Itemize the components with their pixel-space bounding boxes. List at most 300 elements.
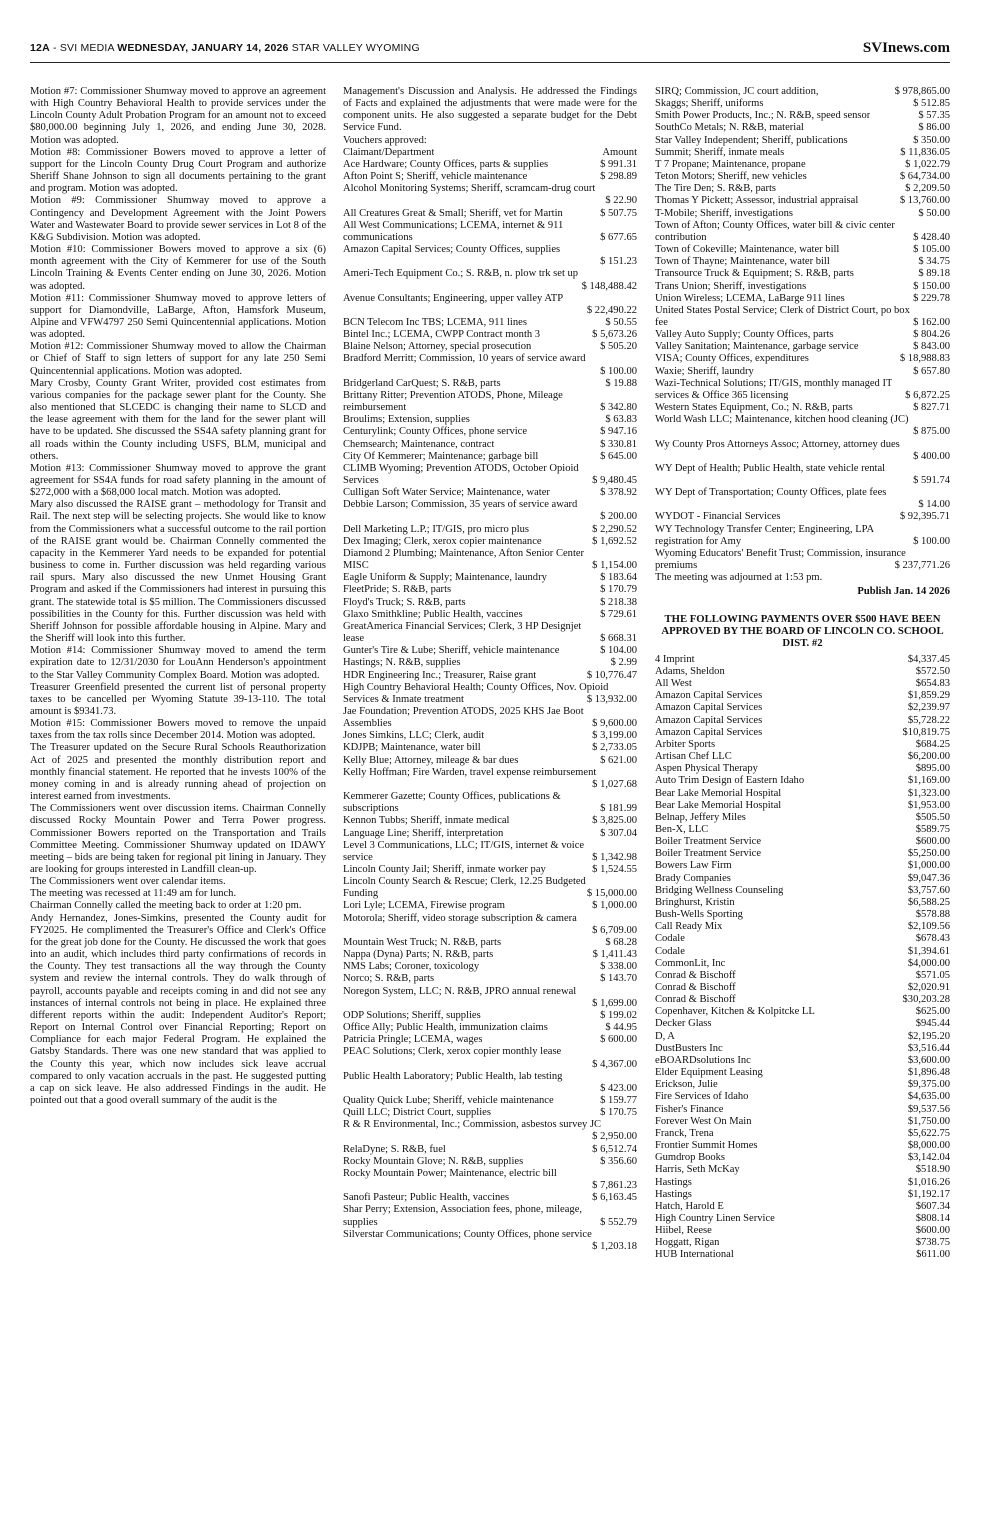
payee-name: Elder Equipment Leasing — [655, 1067, 763, 1079]
payee-name: Adams, Sheldon — [655, 665, 725, 677]
voucher-item — [343, 633, 637, 645]
voucher-amount: $ 356.60 — [600, 1155, 637, 1167]
voucher-claimant: NMS Labs; Coroner, toxicology — [343, 961, 480, 973]
payment-amount: $738.75 — [915, 1237, 950, 1249]
payment-amount: $3,516.44 — [907, 1042, 950, 1054]
voucher-claimant: Teton Motors; Sheriff, new vehicles — [655, 171, 807, 183]
voucher-claimant: supplies — [343, 1216, 378, 1228]
voucher-claimant: Wyoming Educators' Benefit Trust; Commission, insurance — [655, 547, 906, 559]
voucher-item — [655, 366, 950, 378]
minutes-paragraph: Motion #14: Commissioner Shumway moved to amend the term expiration date to 12/31/2030 for LouAnn Henderson's appointment to the Star Valley Community Complex Board. Motion was adopted. — [30, 645, 326, 681]
voucher-claimant: Centurylink; County Offices, phone service — [343, 426, 528, 438]
voucher-amount: $ 827.71 — [913, 402, 950, 414]
voucher-amount: $ 7,861.23 — [592, 1180, 637, 1192]
minutes-paragraph: Mary Crosby, County Grant Writer, provided cost estimates from various companies for the package sewer plant for the County. She also mentioned that SLCEDC is changing their name to SLCD and the lease agreement with them for the land for the sewer plant will have to be updated. She discussed the SS4A safety planning grant for all roads within the County including USFS, BLM, municipal and others. — [30, 377, 326, 462]
voucher-amount: $ 677.65 — [600, 231, 637, 243]
payment-row — [655, 727, 950, 739]
voucher-item — [343, 682, 637, 694]
voucher-claimant: Hastings; N. R&B, supplies — [343, 657, 461, 669]
voucher-item — [343, 706, 637, 718]
voucher-item — [343, 1046, 637, 1070]
column-1-minutes — [30, 86, 326, 1107]
voucher-item — [343, 390, 637, 402]
voucher-amount: $ 400.00 — [913, 450, 950, 462]
voucher-item — [655, 329, 950, 341]
minutes-paragraph: Andy Hernandez, Jones-Simkins, presented the County audit for FY2025. He complimented the Treasurer's Office and Clerk's Office for the great job done for the County. He discussed the work that goes into an audit, which includes third party confirmations of records in the County. They test transactions all the way through the County system and review the internal controls. They do walk through of payroll, accounts payable and receipts coming in and did not see any instances of internal controls not being in place. He explained three different reports within the audit: Independent Auditor's Report; Report on Internal Control over Financial Reporting; Report on Compliance for each major Federal Program. He explained the Gatsby Standards. There was one new standard that was applied to the County this year, which now includes sick leave accrual compared to only vacation accruals in the past. He suggested putting a cap on sick leave. He also addressed Findings in the audit. He pointed out that a good overall summary of the audit is the — [30, 912, 326, 1106]
payee-name: Copenhaver, Kitchen & Kolpitcke LL — [655, 1006, 815, 1018]
voucher-amount — [633, 463, 637, 475]
payment-row — [655, 1091, 950, 1103]
voucher-claimant: GreatAmerica Financial Services; Clerk, 3 HP Designjet — [343, 620, 582, 632]
voucher-item — [343, 414, 637, 426]
voucher-amount: $ 150.00 — [913, 280, 950, 292]
voucher-item — [655, 232, 950, 244]
voucher-claimant: Brittany Ritter; Prevention ATODS, Phone, Mileage — [343, 389, 563, 401]
voucher-amount — [946, 305, 950, 317]
voucher-item — [655, 110, 950, 122]
voucher-claimant: Chemsearch; Maintenance, contract — [343, 438, 495, 450]
voucher-amount: $ 181.99 — [600, 803, 637, 815]
payment-amount: $3,757.60 — [907, 884, 950, 896]
payment-amount: $611.00 — [916, 1249, 950, 1261]
voucher-amount: $ 3,825.00 — [592, 815, 637, 827]
voucher-item — [343, 815, 637, 827]
voucher-item — [655, 341, 950, 353]
voucher-amount: $ 2,733.05 — [592, 742, 637, 754]
payment-row — [655, 897, 950, 909]
voucher-amount — [633, 390, 637, 402]
voucher-item — [655, 414, 950, 438]
voucher-item — [343, 876, 637, 888]
voucher-amount — [946, 524, 950, 536]
voucher-claimant: Ameri-Tech Equipment Co.; S. R&B, n. plow trk set up — [343, 268, 579, 280]
minutes-paragraph: Motion #13: Commissioner Shumway moved to approve the grant agreement for SS4A funds for road safety planning in the amount of $272,000 with a $68,000 local match. Motion was adopted. — [30, 462, 326, 499]
payment-amount: $2,020.91 — [907, 982, 950, 993]
column-3-vouchers-and-school — [655, 86, 950, 1262]
payment-amount: $4,337.45 — [907, 653, 950, 665]
payment-amount: $4,635.00 — [907, 1091, 950, 1103]
minutes-paragraph: Motion #12: Commissioner Shumway moved to allow the Chairman or Chief of Staff to sign letters of support for any late 250 Semi Quincentennial applications. Motion was adopted. — [30, 341, 326, 377]
voucher-item — [343, 1022, 637, 1034]
voucher-amount — [633, 706, 637, 718]
voucher-item — [343, 584, 637, 596]
payment-row — [655, 715, 950, 727]
voucher-item — [343, 828, 637, 840]
voucher-amount: $ 3,199.00 — [592, 730, 637, 742]
voucher-item — [343, 1229, 637, 1253]
voucher-item — [655, 439, 950, 463]
voucher-item — [343, 730, 637, 742]
voucher-amount: $ 143.70 — [600, 973, 637, 985]
voucher-claimant: Skaggs; Sheriff, uniforms — [655, 98, 764, 110]
voucher-amount — [946, 220, 950, 232]
voucher-claimant: Language Line; Sheriff, interpretation — [343, 827, 504, 839]
voucher-item — [343, 317, 637, 329]
voucher-amount: $ 170.79 — [600, 584, 637, 596]
voucher-item — [655, 208, 950, 220]
voucher-amount: $ 804.26 — [913, 329, 950, 341]
voucher-item — [343, 1010, 637, 1022]
payment-row — [655, 1055, 950, 1067]
voucher-item — [343, 852, 637, 864]
payment-amount: $518.90 — [915, 1164, 950, 1176]
voucher-claimant: Western States Equipment, Co.; N. R&B, parts — [655, 402, 853, 414]
voucher-item — [343, 293, 637, 317]
voucher-amount: $ 552.79 — [600, 1216, 637, 1228]
voucher-amount — [633, 548, 637, 560]
site-url[interactable]: SVInews.com — [862, 40, 950, 56]
voucher-claimant: VISA; County Offices, expenditures — [655, 353, 809, 365]
voucher-claimant: Kemmerer Gazette; County Offices, publications & — [343, 791, 561, 803]
voucher-item — [655, 548, 950, 560]
voucher-amount: $ 50.00 — [918, 207, 950, 219]
payment-row — [655, 1177, 950, 1189]
payee-name: Aspen Physical Therapy — [655, 763, 758, 775]
adjourn-line: The meeting was adjourned at 1:53 pm. — [655, 572, 823, 584]
payment-amount: $6,200.00 — [907, 751, 950, 763]
payment-amount: $2,109.56 — [907, 921, 950, 933]
payee-name: Amazon Capital Services — [655, 690, 763, 702]
voucher-claimant: Rocky Mountain Power; Maintenance, electric bill — [343, 1167, 557, 1179]
payment-row — [655, 1043, 950, 1055]
voucher-item — [343, 560, 637, 572]
voucher-amount: $ 307.04 — [600, 827, 637, 839]
payment-row — [655, 763, 950, 775]
voucher-claimant: reimbursement — [343, 402, 407, 414]
payment-amount: $2,239.97 — [907, 702, 950, 714]
voucher-claimant: High Country Behavioral Health; County Offices, Nov. Opioid — [343, 681, 609, 693]
voucher-item — [343, 572, 637, 584]
payee-name: 4 Imprint — [655, 653, 695, 665]
voucher-claimant: Thomas Y Pickett; Assessor, industrial appraisal — [655, 195, 859, 207]
voucher-item — [343, 499, 637, 523]
voucher-amount: $ 6,512.74 — [592, 1143, 637, 1155]
payment-row — [655, 1164, 950, 1176]
minutes-paragraph: The Commissioners went over calendar items. — [30, 876, 226, 888]
voucher-claimant: ODP Solutions; Sheriff, supplies — [343, 1009, 481, 1021]
voucher-amount — [633, 682, 637, 694]
payment-amount: $654.83 — [915, 678, 950, 690]
voucher-item — [343, 1168, 637, 1192]
voucher-claimant: services & Office 365 licensing — [655, 389, 789, 401]
payee-name: High Country Linen Service — [655, 1212, 775, 1224]
voucher-item — [343, 1071, 637, 1095]
voucher-amount: $ 423.00 — [600, 1082, 637, 1094]
payee-name: Decker Glass — [655, 1018, 712, 1030]
issue-date: WEDNESDAY, JANUARY 14, 2026 — [117, 42, 289, 54]
voucher-item — [655, 244, 950, 256]
payee-name: Conrad & Bischoff — [655, 982, 736, 993]
intro-paragraph: Management's Discussion and Analysis. He addressed the Findings of Facts and explained the adjustments that were made were for the component units. He also suggested a separate budget for the Debt Service Fund. — [343, 86, 637, 134]
voucher-claimant: Town of Thayne; Maintenance, water bill — [655, 256, 830, 268]
payee-name: Hoggatt, Rigan — [655, 1237, 720, 1249]
voucher-claimant: Jones Simkins, LLC; Clerk, audit — [343, 730, 485, 742]
payment-row — [655, 885, 950, 897]
voucher-amount: $ 6,163.45 — [592, 1192, 637, 1204]
payment-row — [655, 1067, 950, 1079]
voucher-claimant: SouthCo Metals; N. R&B, material — [655, 122, 804, 134]
payee-name: eBOARDsolutions Inc — [655, 1054, 751, 1066]
payment-amount: $505.50 — [915, 811, 950, 823]
voucher-item — [343, 949, 637, 961]
voucher-claimant: Kelly Hoffman; Fire Warden, travel expense reimbursement — [343, 766, 597, 778]
payment-amount: $600.00 — [915, 1225, 950, 1237]
voucher-claimant: SIRQ; Commission, JC court addition, — [655, 86, 819, 97]
voucher-item — [343, 439, 637, 451]
payment-row — [655, 970, 950, 982]
voucher-item — [655, 86, 950, 98]
voucher-item — [343, 268, 637, 292]
voucher-claimant: subscriptions — [343, 803, 399, 815]
payment-amount: $3,600.00 — [907, 1054, 950, 1066]
payment-amount: $6,588.25 — [907, 896, 950, 908]
voucher-amount: $ 218.38 — [600, 596, 637, 608]
voucher-claimant: Assemblies — [343, 718, 392, 730]
payment-row — [655, 1213, 950, 1225]
voucher-amount: $ 1,342.98 — [592, 851, 637, 863]
payment-amount: $945.44 — [915, 1018, 950, 1030]
voucher-amount: $ 68.28 — [605, 936, 637, 948]
header-line — [30, 42, 420, 54]
payee-name: Harris, Seth McKay — [655, 1164, 740, 1176]
voucher-item — [655, 560, 950, 572]
minutes-paragraph: Motion #8: Commissioner Bowers moved to approve a letter of support for the Lincoln County Drug Court Program and authorize Sheriff Shane Johnson to sign all documents pertaining to the grant and program. Motion was adopted. — [30, 146, 326, 195]
voucher-claimant: registration for Amy — [655, 535, 742, 547]
voucher-claimant: RelaDyne; S. R&B, fuel — [343, 1143, 446, 1155]
voucher-claimant: Public Health Laboratory; Public Health, lab testing — [343, 1070, 563, 1082]
voucher-amount: $ 14.00 — [918, 499, 950, 511]
voucher-claimant: Floyd's Truck; S. R&B, parts — [343, 596, 466, 608]
voucher-amount: $ 170.75 — [600, 1107, 637, 1119]
voucher-item — [343, 451, 637, 463]
payment-amount: $684.25 — [915, 738, 950, 750]
voucher-claimant: Town of Afton; County Offices, water bill & civic center — [655, 219, 895, 231]
payee-name: Arbiter Sports — [655, 738, 716, 750]
voucher-amount: $ 1,027.68 — [592, 778, 637, 790]
voucher-item — [343, 475, 637, 487]
voucher-item — [343, 694, 637, 706]
voucher-item — [655, 463, 950, 487]
voucher-amount: $ 1,203.18 — [592, 1240, 637, 1252]
payment-amount: $4,000.00 — [907, 957, 950, 969]
payee-name: Codale — [655, 945, 685, 957]
payment-row — [655, 800, 950, 812]
voucher-item — [343, 1144, 637, 1156]
payment-row — [655, 678, 950, 690]
payment-row — [655, 946, 950, 958]
payee-name: HUB International — [655, 1249, 734, 1261]
voucher-amount: $ 2.99 — [610, 657, 637, 669]
voucher-claimant: WY Dept of Transportation; County Offices, plate fees — [655, 487, 887, 499]
voucher-item — [343, 973, 637, 985]
voucher-amount: $ 1,692.52 — [592, 535, 637, 547]
payment-amount: $1,394.61 — [907, 945, 950, 957]
voucher-amount: $ 2,950.00 — [592, 1131, 637, 1143]
voucher-claimant: Funding — [343, 888, 379, 900]
voucher-amount: $ 505.20 — [600, 341, 637, 353]
payee-name: Amazon Capital Services — [655, 702, 763, 714]
payment-amount: $1,896.48 — [907, 1067, 950, 1079]
voucher-item — [655, 135, 950, 147]
page-number: 12A — [30, 42, 50, 54]
payment-amount: $1,169.00 — [907, 775, 950, 787]
voucher-item — [655, 293, 950, 305]
voucher-item — [343, 986, 637, 1010]
voucher-claimant: WY Technology Transfer Center; Engineering, LPA — [655, 523, 875, 535]
voucher-claimant: Valley Auto Supply; County Offices, parts — [655, 329, 834, 341]
voucher-amount: $ 378.92 — [600, 487, 637, 499]
voucher-amount: $ 350.00 — [913, 134, 950, 146]
payment-amount: $8,000.00 — [907, 1140, 950, 1152]
payment-row — [655, 958, 950, 970]
voucher-amount — [633, 840, 637, 852]
payee-name: Amazon Capital Services — [655, 714, 763, 726]
voucher-amount — [633, 621, 637, 633]
voucher-item — [343, 463, 637, 475]
payee-name: Auto Trim Design of Eastern Idaho — [655, 775, 805, 787]
voucher-claimant: Amazon Capital Services; County Offices, supplies — [343, 244, 561, 256]
payee-name: Frontier Summit Homes — [655, 1140, 758, 1152]
voucher-amount: $ 1,699.00 — [592, 997, 637, 1009]
voucher-item — [343, 755, 637, 767]
voucher-item — [343, 645, 637, 657]
voucher-item — [655, 147, 950, 159]
publish-line: Publish Jan. 14 2026 — [857, 586, 950, 598]
voucher-item — [343, 402, 637, 414]
payment-amount: $1,953.00 — [907, 799, 950, 811]
voucher-item — [655, 171, 950, 183]
payment-row — [655, 788, 950, 800]
voucher-item — [655, 378, 950, 390]
voucher-amount: $ 34.75 — [918, 256, 950, 268]
voucher-claimant: Office Ally; Public Health, immunization claims — [343, 1022, 548, 1034]
voucher-claimant: Jae Foundation; Prevention ATODS, 2025 KHS Jae Boot — [343, 705, 584, 717]
voucher-item — [655, 317, 950, 329]
voucher-amount: $ 843.00 — [913, 341, 950, 353]
payment-amount: $607.34 — [915, 1200, 950, 1212]
voucher-claimant: Norco; S. R&B, parts — [343, 973, 435, 985]
payment-amount: $895.00 — [915, 763, 950, 775]
voucher-claimant: PEAC Solutions; Clerk, xerox copier monthly lease — [343, 1046, 562, 1058]
payment-row — [655, 994, 950, 1006]
payment-row — [655, 812, 950, 824]
payee-name: Boiler Treatment Service — [655, 848, 762, 860]
payment-row — [655, 873, 950, 885]
voucher-amount: $ 18,988.83 — [899, 353, 950, 365]
payee-name: Franck, Trena — [655, 1127, 714, 1139]
minutes-paragraph: Chairman Connelly called the meeting back to order at 1:20 pm. — [30, 900, 302, 912]
payee-name: Bowers Law Firm — [655, 860, 732, 872]
payee-name: Hastings — [655, 1188, 692, 1200]
voucher-item — [655, 402, 950, 414]
payee-name: Bringhurst, Kristin — [655, 896, 735, 908]
voucher-claimant: Smith Power Products, Inc.; N. R&B, speed sensor — [655, 110, 871, 122]
voucher-amount: $ 44.95 — [605, 1022, 637, 1034]
voucher-claimant: Patricia Pringle; LCEMA, wages — [343, 1034, 483, 1046]
voucher-claimant: Bintel Inc.; LCEMA, CWPP Contract month 3 — [343, 329, 541, 341]
voucher-claimant: contribution — [655, 231, 707, 243]
payee-name: Artisan Chef LLC — [655, 751, 732, 763]
voucher-claimant: World Wash LLC; Maintenance, kitchen hood cleaning (JC) — [655, 414, 909, 426]
voucher-amount: $ 10,776.47 — [586, 669, 637, 681]
voucher-item — [343, 159, 637, 171]
voucher-item — [343, 378, 637, 390]
claimant-header: Claimant/Department — [343, 146, 435, 158]
payment-row — [655, 1104, 950, 1116]
payment-amount: $572.50 — [915, 665, 950, 677]
voucher-amount: $ 330.81 — [600, 438, 637, 450]
voucher-amount: $ 148,488.42 — [581, 280, 637, 292]
vouchers-header — [343, 147, 637, 159]
voucher-claimant: Avenue Consultants; Engineering, upper valley ATP — [343, 292, 564, 304]
outlet-name: - SVI MEDIA — [53, 42, 115, 54]
voucher-claimant: Kelly Blue; Attorney, mileage & bar dues — [343, 754, 519, 766]
voucher-amount: $ 342.80 — [600, 402, 637, 414]
voucher-item — [343, 609, 637, 621]
payee-name: CommonLit, Inc — [655, 957, 726, 969]
voucher-item — [343, 426, 637, 438]
minutes-paragraph: The meeting was recessed at 11:49 am for lunch. — [30, 888, 237, 900]
voucher-claimant: Debbie Larson; Commission, 35 years of service award — [343, 499, 578, 511]
payment-row — [655, 775, 950, 787]
voucher-amount: $ 1,524.55 — [592, 864, 637, 875]
voucher-claimant: service — [343, 851, 373, 863]
voucher-item — [343, 244, 637, 268]
voucher-amount: $ 89.18 — [918, 268, 950, 280]
payment-row — [655, 982, 950, 994]
voucher-amount — [633, 876, 637, 888]
voucher-claimant: Quality Quick Lube; Sheriff, vehicle maintenance — [343, 1094, 554, 1106]
voucher-item — [343, 670, 637, 682]
voucher-amount: $ 13,760.00 — [899, 195, 950, 207]
voucher-claimant: Motorola; Sheriff, video storage subscription & camera — [343, 912, 577, 924]
payment-row — [655, 836, 950, 848]
payee-name: Gumdrop Books — [655, 1152, 726, 1164]
payment-row — [655, 690, 950, 702]
voucher-item — [343, 961, 637, 973]
voucher-amount: $ 105.00 — [913, 244, 950, 256]
payee-name: Hatch, Harold E — [655, 1200, 724, 1212]
payment-amount: $1,000.00 — [907, 860, 950, 872]
voucher-amount: $ 668.31 — [600, 633, 637, 645]
payee-name: DustBusters Inc — [655, 1042, 723, 1054]
payment-row — [655, 860, 950, 872]
voucher-claimant: Eagle Uniform & Supply; Maintenance, laundry — [343, 572, 547, 584]
voucher-amount: $ 591.74 — [913, 475, 950, 486]
voucher-amount: $ 63.83 — [605, 414, 637, 426]
minutes-paragraph: Mary also discussed the RAISE grant – methodology for Transit and Rail. The next step will be selecting projects. She would like to know from the Commissioners what a successful outcome to the rail portion of the RAISE grant would be. Chairman Connelly commented the capacity in the Kemmerer Yard needs to be expanded for potential business to come in. Further discussion was held regarding various rail spurs. Mary also discussed the new Unmet Housing Grant Program and asked if the Commissioners had interest in pursuing this grant. The statewide total is $5 million. The Commissioners discussed possibilities in the County for this. Further discussion was held with Sheriff Johnson for possible affordable housing in Alpine. Mary and the Sheriff will look into this further. — [30, 499, 326, 645]
payment-amount: $1,016.26 — [907, 1176, 950, 1188]
voucher-claimant: Level 3 Communications, LLC; IT/GIS, internet & voice — [343, 839, 585, 851]
voucher-claimant: Sanofi Pasteur; Public Health, vaccines — [343, 1192, 510, 1204]
minutes-paragraph: Motion #10: Commissioner Bowers moved to approve a six (6) month agreement with the City of Kemmerer for use of the South Lincoln Training & Events Center ending on June 30, 2026. Motion was adopted. — [30, 244, 326, 292]
voucher-claimant: Union Wireless; LCEMA, LaBarge 911 lines — [655, 292, 845, 304]
voucher-item — [343, 487, 637, 499]
voucher-claimant: City Of Kemmerer; Maintenance; garbage bill — [343, 450, 539, 462]
payment-row — [655, 909, 950, 921]
voucher-amount: $ 6,872.25 — [905, 389, 950, 401]
voucher-item — [655, 183, 950, 195]
voucher-amount: $ 9,600.00 — [592, 718, 637, 730]
minutes-paragraph: Motion #15: Commissioner Bowers moved to remove the unpaid taxes from the tax rolls since December 2014. Motion was adopted. — [30, 718, 326, 742]
voucher-claimant: T 7 Propane; Maintenance, propane — [655, 158, 806, 170]
payment-row — [655, 739, 950, 751]
payee-name: Boiler Treatment Service — [655, 836, 762, 848]
voucher-claimant: Rocky Mountain Glove; N. R&B, supplies — [343, 1155, 524, 1167]
voucher-item — [343, 791, 637, 803]
payment-amount: $600.00 — [915, 836, 950, 848]
voucher-claimant: Broulims; Extension, supplies — [343, 414, 470, 426]
